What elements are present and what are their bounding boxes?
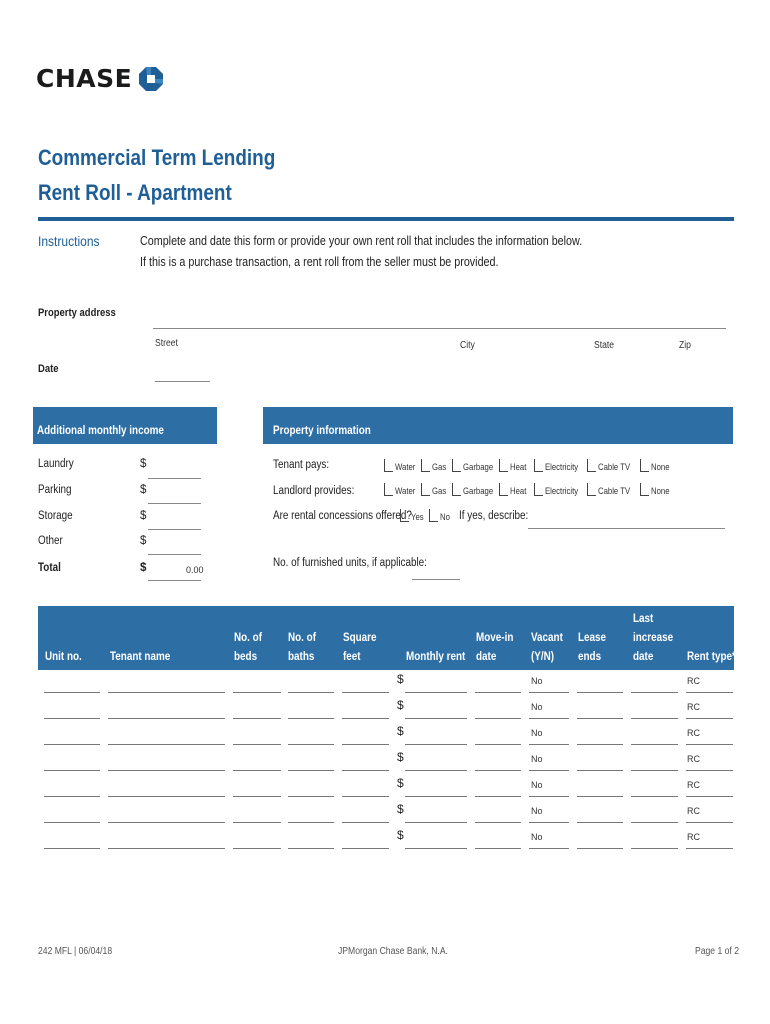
income-storage-currency: $ [140,510,147,522]
row-baths-field[interactable] [288,692,334,693]
row-rent-type-value[interactable]: RC [687,676,700,686]
landlord-provides-options [384,483,673,496]
row-lease-field[interactable] [577,744,623,745]
row-rent-type-value[interactable]: RC [687,806,700,816]
tenant-pays-label: Tenant pays: [273,459,330,471]
concessions-no-checkbox[interactable] [429,509,438,522]
row-sqft-field[interactable] [342,744,389,745]
row-tenant-field[interactable] [108,744,225,745]
concessions-describe-label: If yes, describe: [459,510,529,522]
table-row [0,800,770,826]
col-lease-line-1: Lease [578,632,607,644]
income-parking-label: Parking [38,484,72,496]
col-rent-type: Rent type* [687,651,736,663]
income-header-band [33,407,217,444]
row-movein-field[interactable] [475,822,521,823]
row-baths-field[interactable] [288,796,334,797]
row-sqft-field[interactable] [342,692,389,693]
tenant-none-label: None [651,462,670,472]
row-last-increase-field[interactable] [631,796,678,797]
table-row [0,722,770,748]
row-rent-type-value[interactable]: RC [687,754,700,764]
row-rent-field[interactable] [405,718,467,719]
col-baths-line-2: baths [288,651,315,663]
row-vacant-field[interactable] [529,770,569,771]
row-beds-field[interactable] [233,770,281,771]
landlord-none-checkbox[interactable] [640,483,649,496]
col-beds-line-2: beds [234,651,258,663]
row-vacant-value[interactable]: No [531,676,543,686]
row-rent-currency: $ [397,828,404,842]
row-tenant-field[interactable] [108,822,225,823]
landlord-gas-checkbox[interactable] [421,483,430,496]
row-lease-field[interactable] [577,692,623,693]
row-vacant-value[interactable]: No [531,832,543,842]
row-rent-currency: $ [397,776,404,790]
concessions-label: Are rental concessions offered? [273,510,412,522]
row-beds-field[interactable] [233,822,281,823]
col-vacant-line-1: Vacant [531,632,563,644]
tenant-gas-label: Gas [432,462,447,472]
col-monthly-rent: Monthly rent [406,651,466,663]
row-lease-field[interactable] [577,796,623,797]
property-info-header: Property information [273,425,371,437]
row-lease-field[interactable] [577,718,623,719]
col-baths-line-1: No. of [288,632,317,644]
row-vacant-field[interactable] [529,848,569,849]
row-unit-field[interactable] [44,718,100,719]
landlord-heat-checkbox[interactable] [499,483,508,496]
row-unit-field[interactable] [44,822,100,823]
footer-form-id: 242 MFL | 06/04/18 [38,946,113,957]
tenant-heat-checkbox[interactable] [499,459,508,472]
row-rent-currency: $ [397,802,404,816]
row-vacant-field[interactable] [529,692,569,693]
col-lease-line-2: ends [578,651,602,663]
row-rent-type-value[interactable]: RC [687,728,700,738]
landlord-heat-label: Heat [510,486,527,496]
row-unit-field[interactable] [44,692,100,693]
row-last-increase-field[interactable] [631,744,678,745]
tenant-cable-checkbox[interactable] [587,459,596,472]
tenant-cable-label: Cable TV [598,462,631,472]
row-tenant-field[interactable] [108,770,225,771]
concessions-options [400,509,452,522]
income-other-currency: $ [140,535,147,547]
income-laundry-field[interactable] [148,478,201,479]
row-rent-currency: $ [397,750,404,764]
row-rent-field[interactable] [405,822,467,823]
table-row [0,826,770,852]
income-laundry-currency: $ [140,458,147,470]
income-header: Additional monthly income [37,425,164,437]
row-rent-field[interactable] [405,744,467,745]
tenant-electricity-checkbox[interactable] [534,459,543,472]
row-rent-type-field[interactable] [686,796,733,797]
col-last-line-1: Last [633,613,654,625]
tenant-electricity-label: Electricity [545,462,579,472]
row-baths-field[interactable] [288,848,334,849]
row-sqft-field[interactable] [342,796,389,797]
logo-text: CHASE [36,64,133,93]
income-total-value: 0.00 [186,565,204,575]
landlord-provides-label: Landlord provides: [273,485,355,497]
concessions-yes-label: Yes [411,512,424,522]
row-beds-field[interactable] [233,744,281,745]
date-field[interactable] [155,381,210,382]
instructions-label: Instructions [38,233,100,249]
row-vacant-field[interactable] [529,822,569,823]
concessions-yes-checkbox[interactable] [400,509,409,522]
income-total-currency: $ [140,562,147,574]
col-vacant-line-2: (Y/N) [531,651,555,663]
landlord-garbage-checkbox[interactable] [452,483,461,496]
row-rent-field[interactable] [405,796,467,797]
row-movein-field[interactable] [475,692,521,693]
row-rent-field[interactable] [405,692,467,693]
row-rent-currency: $ [397,724,404,738]
concessions-describe-field[interactable] [528,528,725,529]
date-label: Date [38,363,59,375]
tenant-garbage-checkbox[interactable] [452,459,461,472]
row-baths-field[interactable] [288,770,334,771]
row-rent-type-field[interactable] [686,692,733,693]
city-label: City [460,340,475,351]
zip-label: Zip [679,340,691,351]
row-unit-field[interactable] [44,744,100,745]
instructions-line-1: Complete and date this form or provide your own rent roll that includes the information below. [140,234,583,248]
tenant-none-checkbox[interactable] [640,459,649,472]
row-movein-field[interactable] [475,848,521,849]
row-sqft-field[interactable] [342,848,389,849]
row-tenant-field[interactable] [108,848,225,849]
row-rent-type-field[interactable] [686,822,733,823]
row-vacant-field[interactable] [529,718,569,719]
state-label: State [594,340,615,351]
footer-page: Page 1 of 2 [695,946,739,957]
income-total-field[interactable] [148,580,201,581]
furnished-label: No. of furnished units, if applicable: [273,557,427,569]
row-movein-field[interactable] [475,744,521,745]
property-address-field[interactable] [153,328,726,329]
row-rent-type-value[interactable]: RC [687,780,700,790]
row-tenant-field[interactable] [108,718,225,719]
footer-bank: JPMorgan Chase Bank, N.A. [338,946,448,957]
landlord-water-label: Water [395,486,416,496]
row-rent-type-field[interactable] [686,770,733,771]
tenant-garbage-label: Garbage [463,462,494,472]
concessions-no-label: No [440,512,450,522]
col-sqft-line-2: feet [343,651,361,663]
title-rule [38,217,734,221]
row-movein-field[interactable] [475,770,521,771]
row-tenant-field[interactable] [108,692,225,693]
col-movein-line-2: date [476,651,497,663]
property-address-label: Property address [38,307,116,319]
title-line-2: Rent Roll - Apartment [38,180,232,205]
income-parking-field[interactable] [148,503,201,504]
row-vacant-value[interactable]: No [531,806,543,816]
landlord-electricity-label: Electricity [545,486,579,496]
row-beds-field[interactable] [233,796,281,797]
row-lease-field[interactable] [577,822,623,823]
income-other-field[interactable] [148,554,201,555]
row-rent-type-field[interactable] [686,718,733,719]
income-storage-label: Storage [38,510,73,522]
tenant-gas-checkbox[interactable] [421,459,430,472]
row-vacant-value[interactable]: No [531,728,543,738]
income-parking-currency: $ [140,484,147,496]
row-sqft-field[interactable] [342,718,389,719]
col-unit-no: Unit no. [45,651,82,663]
row-movein-field[interactable] [475,718,521,719]
col-beds-line-1: No. of [234,632,263,644]
street-label: Street [155,338,178,349]
row-sqft-field[interactable] [342,770,389,771]
col-tenant-name: Tenant name [110,651,171,663]
income-total-label: Total [38,562,61,574]
rent-roll-table-body [0,670,770,860]
row-rent-currency: $ [397,698,404,712]
row-beds-field[interactable] [233,692,281,693]
row-unit-field[interactable] [44,796,100,797]
row-lease-field[interactable] [577,848,623,849]
row-rent-type-field[interactable] [686,744,733,745]
row-tenant-field[interactable] [108,796,225,797]
table-row [0,696,770,722]
landlord-garbage-label: Garbage [463,486,494,496]
landlord-water-checkbox[interactable] [384,483,393,496]
row-rent-type-value[interactable]: RC [687,702,700,712]
table-row [0,670,770,696]
property-info-header-band [263,407,733,444]
row-rent-field[interactable] [405,770,467,771]
row-sqft-field[interactable] [342,822,389,823]
row-rent-type-value[interactable]: RC [687,832,700,842]
table-row [0,748,770,774]
col-last-line-3: date [633,651,654,663]
col-last-line-2: increase [633,632,674,644]
tenant-heat-label: Heat [510,462,527,472]
row-beds-field[interactable] [233,718,281,719]
row-beds-field[interactable] [233,848,281,849]
tenant-water-label: Water [395,462,416,472]
furnished-field[interactable] [412,579,460,580]
landlord-electricity-checkbox[interactable] [534,483,543,496]
row-baths-field[interactable] [288,744,334,745]
row-vacant-value[interactable]: No [531,780,543,790]
income-storage-field[interactable] [148,529,201,530]
income-laundry-label: Laundry [38,458,74,470]
row-baths-field[interactable] [288,822,334,823]
row-movein-field[interactable] [475,796,521,797]
landlord-cable-checkbox[interactable] [587,483,596,496]
landlord-none-label: None [651,486,670,496]
row-vacant-value[interactable]: No [531,754,543,764]
title-line-1: Commercial Term Lending [38,145,276,170]
row-vacant-field[interactable] [529,796,569,797]
row-rent-field[interactable] [405,848,467,849]
tenant-pays-options [384,459,673,472]
landlord-gas-label: Gas [432,486,447,496]
chase-octagon-icon [138,66,164,92]
row-lease-field[interactable] [577,770,623,771]
row-unit-field[interactable] [44,848,100,849]
row-rent-currency: $ [397,672,404,686]
table-row [0,774,770,800]
row-vacant-field[interactable] [529,744,569,745]
row-last-increase-field[interactable] [631,692,678,693]
row-baths-field[interactable] [288,718,334,719]
row-last-increase-field[interactable] [631,848,678,849]
income-other-label: Other [38,535,63,547]
row-vacant-value[interactable]: No [531,702,543,712]
row-rent-type-field[interactable] [686,848,733,849]
row-last-increase-field[interactable] [631,770,678,771]
landlord-cable-label: Cable TV [598,486,631,496]
row-last-increase-field[interactable] [631,822,678,823]
row-last-increase-field[interactable] [631,718,678,719]
tenant-water-checkbox[interactable] [384,459,393,472]
col-movein-line-1: Move-in [476,632,514,644]
chase-logo [36,64,164,93]
col-sqft-line-1: Square [343,632,377,644]
instructions-line-2: If this is a purchase transaction, a rent roll from the seller must be provided. [140,255,499,269]
row-unit-field[interactable] [44,770,100,771]
